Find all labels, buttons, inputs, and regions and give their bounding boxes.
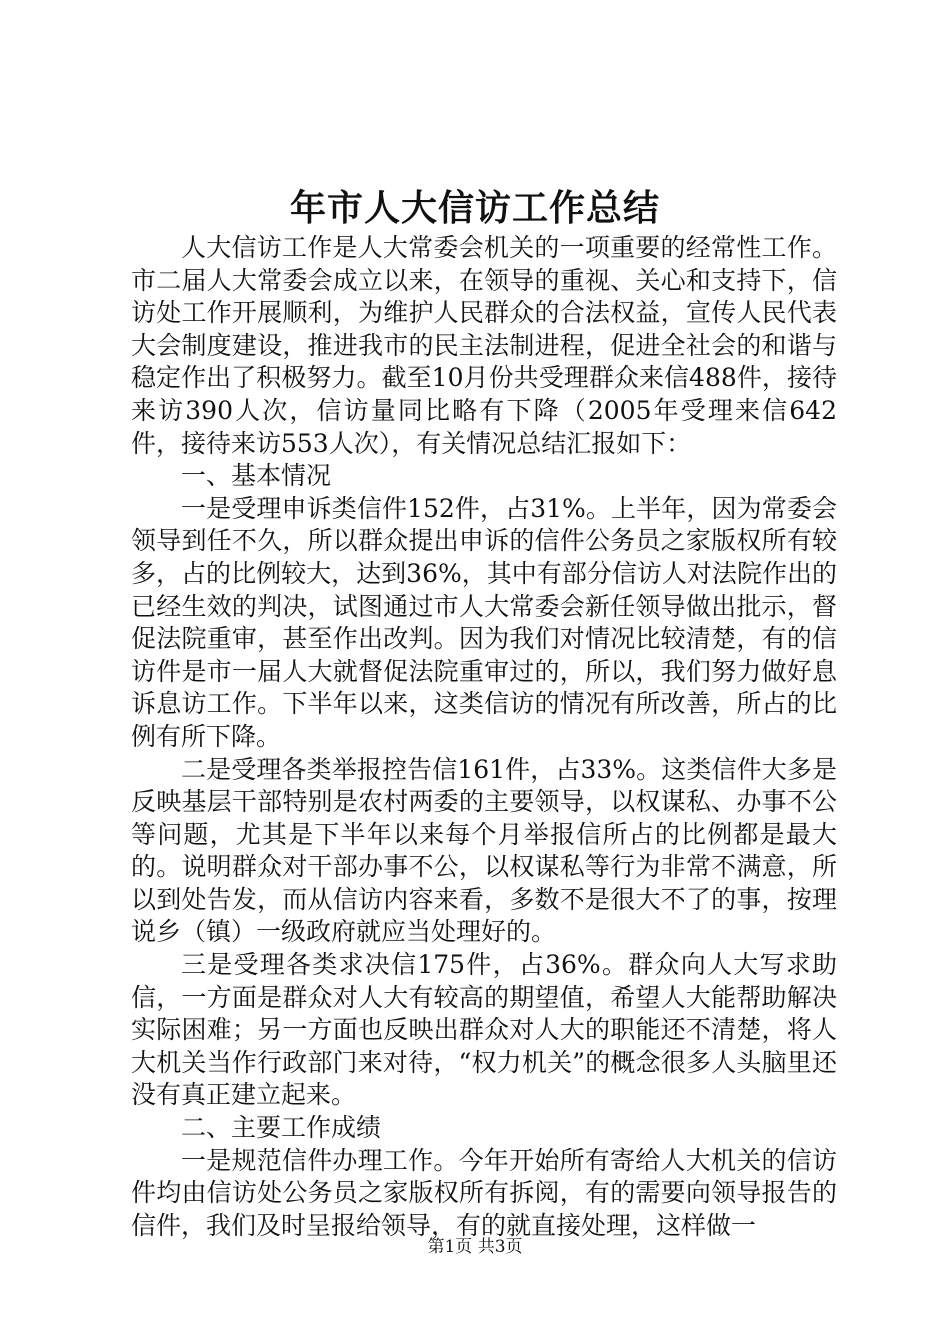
paragraph-letter-handling: 一是规范信件办理工作。今年开始所有寄给人大机关的信访件均由信访处公务员之家版权所有拆阅，有的需要向领导报告的信件，我们及时呈报给领导，有的就直接处理，这样做一 [131,1145,837,1240]
section-heading-basic: 一、基本情况 [181,461,332,491]
document-body [131,232,837,1242]
document-title: 年市人大信访工作总结 [289,187,660,229]
paragraph-reports: 二是受理各类举报控告信161件，占33%。这类信件大多是反映基层干部特别是农村两委的主要领导，以权谋私、办事不公等问题，尤其是下半年以来每个月举报信所占的比例都是最大的。说明群众对干部办事不公，以权谋私等行为非常不满意，所以到处告发，而从信访内容来看，多数不是很大不了的事，按理说乡（镇）一级政府就应当处理好的。 [131,754,837,947]
paragraph-intro: 人大信访工作是人大常委会机关的一项重要的经常性工作。市二届人大常委会成立以来，在领导的重视、关心和支持下，信访处工作开展顺利，为维护人民群众的合法权益，宣传人民代表大会制度建设，推进我市的民主法制进程，促进全社会的和谐与稳定作出了积极努力。截至10月份共受理群众来信488件，接待来访390人次，信访量同比略有下降（2005年受理来信642件，接待来访553人次），有关情况总结汇报如下： [131,233,837,458]
page-number-footer: 第1页 共3页 [427,1237,523,1257]
paragraph-complaints: 一是受理申诉类信件152件，占31%。上半年，因为常委会领导到任不久，所以群众提出申诉的信件公务员之家版权所有较多，占的比例较大，达到36%，其中有部分信访人对法院作出的已经生效的判决，试图通过市人大常委会新任领导做出批示，督促法院重审，甚至作出改判。因为我们对情况比较清楚，有的信访件是市一届人大就督促法院重审过的，所以，我们努力做好息诉息访工作。下半年以来，这类信访的情况有所改善，所占的比例有所下降。 [131,493,837,751]
section-heading-achievements: 二、主要工作成绩 [181,1113,382,1143]
paragraph-requests: 三是受理各类求决信175件，占36%。群众向人大写求助信，一方面是群众对人大有较高的期望值，希望人大能帮助解决实际困难；另一方面也反映出群众对人大的职能还不清楚，将人大机关当作行政部门来对待，“权力机关”的概念很多人头脑里还没有真正建立起来。 [131,950,837,1110]
